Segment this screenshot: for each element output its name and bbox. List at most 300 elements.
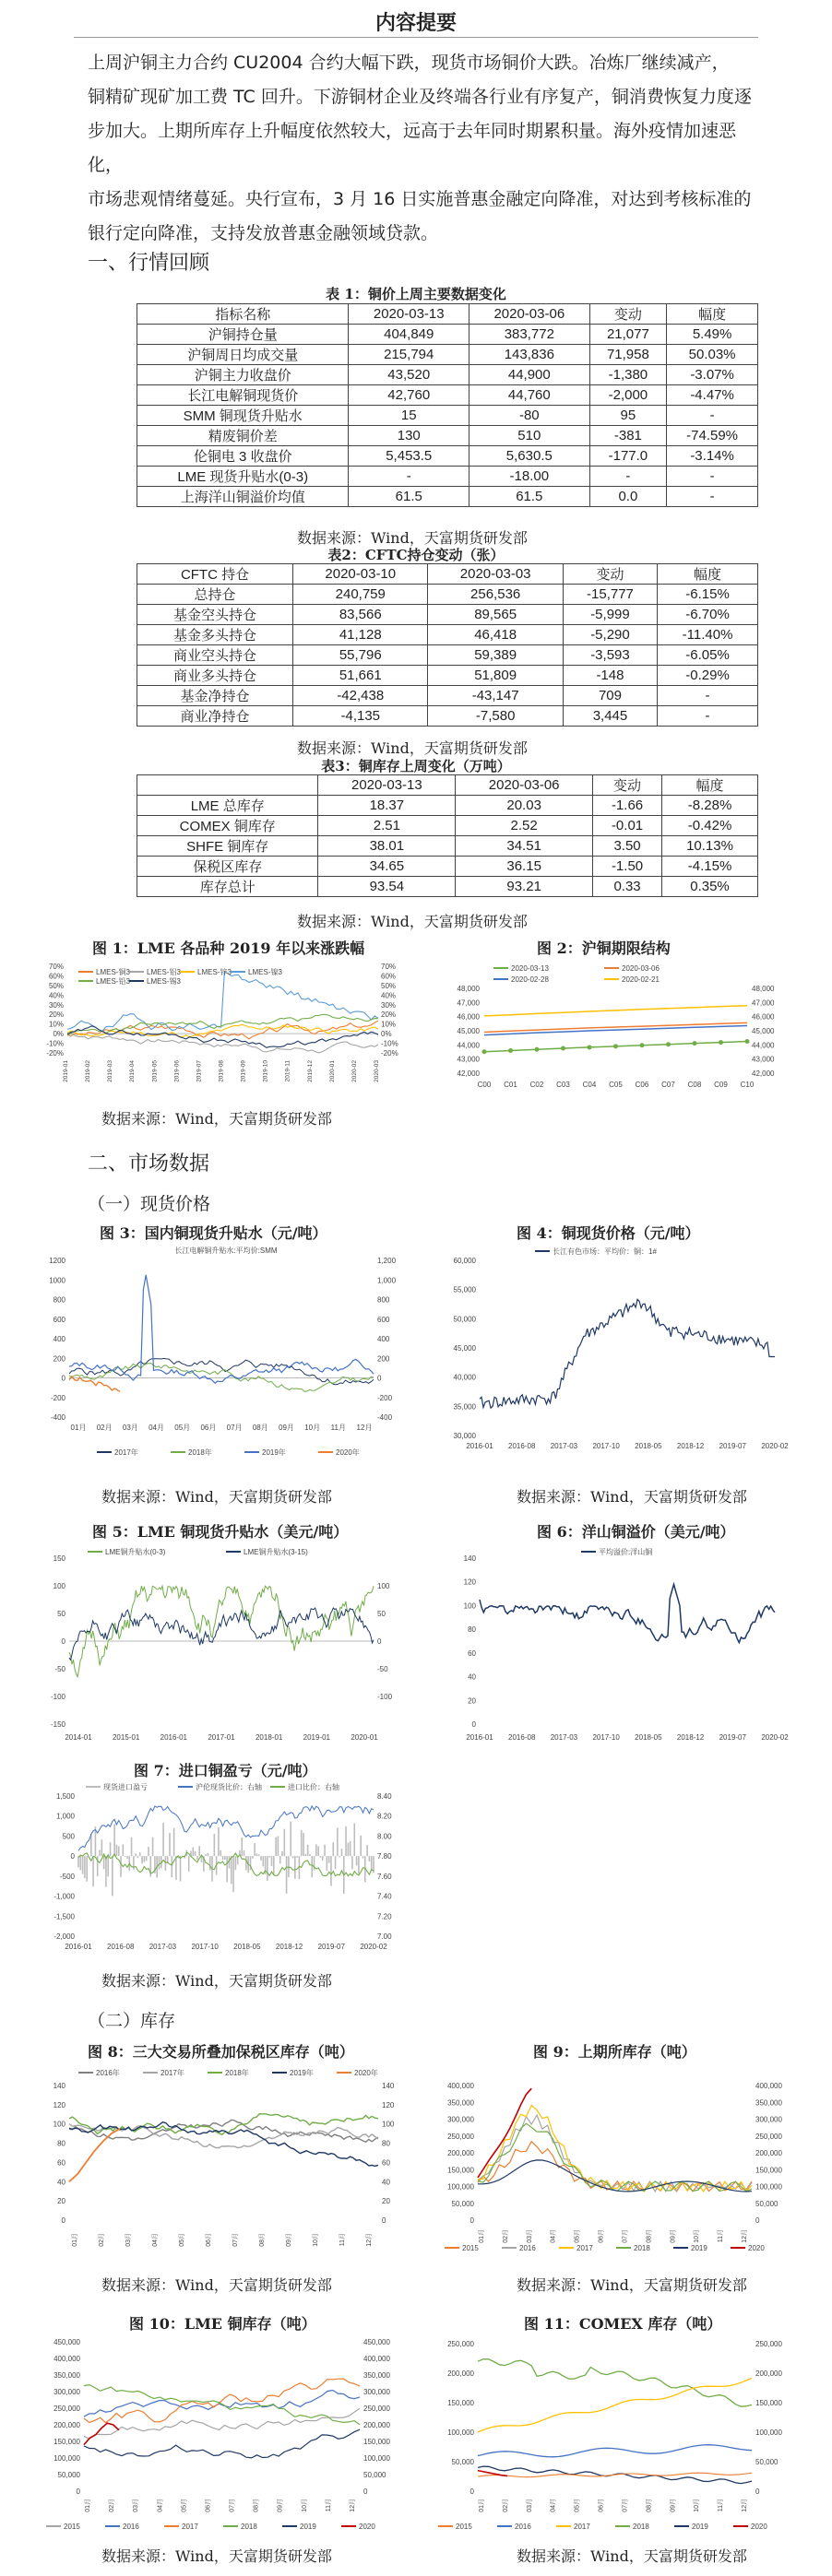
table-row: [137, 686, 758, 706]
legend-label: 2017: [576, 2244, 593, 2252]
summary-paragraph: [88, 46, 761, 251]
legend-label: 2020-02-21: [622, 975, 660, 984]
data-point: [613, 1044, 618, 1048]
y-tick-label: -1,500: [53, 1912, 75, 1921]
x-tick-label: 2016-08: [508, 1442, 536, 1450]
y-tick-label: 50: [57, 1610, 65, 1618]
chart-subtitle: 长江电解铜升贴水:平均价:SMM: [174, 1247, 278, 1255]
x-tick-label: 2019-09: [240, 1060, 247, 1082]
y-tick-label: 400,000: [53, 2355, 80, 2363]
summary-line: 铜精矿现矿加工费 TC 回升。下游铜材企业及终端各行业有序复产，铜消费恢复力度逐: [88, 87, 752, 107]
legend-label: 2019: [692, 2523, 708, 2531]
table-cell: -: [658, 686, 758, 706]
table-cell: -6.15%: [658, 585, 758, 605]
table-cell: 50.03%: [667, 345, 758, 365]
x-tick-label: 06月: [205, 2499, 212, 2512]
cftc-table: [137, 563, 758, 727]
x-tick-label: 2017-01: [208, 1733, 235, 1742]
y-tick-label: 42,000: [457, 1069, 480, 1078]
table-header-cell: 2020-03-13: [349, 304, 469, 325]
table-cell: 2.51: [318, 816, 456, 836]
table-cell: -5,290: [563, 625, 657, 645]
y-tick-label: 0: [382, 2216, 386, 2225]
data-point: [561, 1046, 565, 1051]
y-tick-label: 400: [53, 1335, 65, 1343]
series-line: [478, 2115, 752, 2192]
y-tick-label: 1,500: [55, 1792, 75, 1801]
x-tick-label: 2020-03: [374, 1060, 380, 1082]
y-tick-label: 1200: [49, 1257, 65, 1265]
table-row: [137, 706, 758, 727]
yangshan-premium-chart: [434, 1544, 795, 1756]
y-tick-label: 0: [377, 1374, 382, 1383]
table-cell: 沪铜周日均成交量: [137, 345, 349, 365]
x-tick-label: 09月: [279, 1424, 294, 1432]
fig11-source: 数据来源：Wind，天富期货研发部: [517, 2547, 747, 2565]
table-cell: 404,849: [349, 325, 469, 345]
series-line: [478, 2445, 752, 2457]
table-cell: COMEX 铜库存: [137, 816, 318, 836]
y-tick-label: 250,000: [755, 2132, 782, 2141]
table-cell: -: [667, 467, 758, 487]
table-cell: 3,445: [563, 706, 657, 727]
y-tick-label: 10%: [48, 1020, 64, 1029]
y-tick-label: 48,000: [457, 985, 480, 993]
x-tick-label: 10月: [304, 1424, 321, 1432]
data-point: [666, 1042, 671, 1046]
table-cell: 上海洋山铜溢价均值: [137, 487, 349, 507]
table-header-cell: 变动: [593, 775, 662, 796]
data-point: [693, 1041, 697, 1046]
table-cell: 0.33: [593, 877, 662, 897]
table-cell: 93.54: [318, 877, 456, 897]
lme-premium-chart: [42, 1544, 406, 1756]
y-tick-label: 200,000: [363, 2421, 390, 2429]
y-tick-label: 80: [382, 2139, 390, 2148]
y-tick-label: 150,000: [447, 2399, 474, 2407]
x-tick-label: 2019-10: [262, 1060, 269, 1082]
y-tick-label: 50%: [381, 981, 397, 990]
y-tick-label: 50,000: [451, 2199, 474, 2208]
table-cell: 10.13%: [662, 836, 758, 857]
x-tick-label: 05月: [179, 2233, 185, 2247]
fig10-caption: 图 10：LME 铜库存（吨）: [129, 2315, 316, 2333]
legend-label: LME铜升贴水(3-15): [244, 1548, 308, 1556]
x-tick-label: 07月: [232, 2233, 239, 2247]
x-tick-label: 06月: [200, 1424, 217, 1432]
y-tick-label: 140: [53, 2082, 65, 2090]
x-tick-label: 2020-01: [328, 1060, 336, 1082]
x-tick-label: 2019-08: [218, 1060, 225, 1082]
x-tick-label: 10月: [301, 2499, 308, 2512]
y-tick-label: 7.60: [377, 1872, 392, 1881]
title-divider: [74, 37, 758, 38]
table-header-row: [137, 564, 758, 585]
table-cell: -3,593: [563, 645, 657, 666]
x-tick-label: 02月: [502, 2499, 509, 2512]
table-header-cell: 2020-03-03: [428, 564, 563, 585]
y-tick-label: 20: [57, 2197, 65, 2206]
table-cell: -6.70%: [658, 605, 758, 625]
y-tick-label: 50,000: [755, 2199, 779, 2208]
table-cell: -18.00: [469, 467, 590, 487]
legend-label: 2020-02-28: [511, 975, 549, 984]
legend-label: LMES-镍3: [248, 968, 282, 976]
y-tick-label: 48,000: [752, 985, 775, 993]
x-tick-label: 2016-08: [107, 1943, 135, 1951]
y-tick-label: 600: [53, 1315, 65, 1324]
x-tick-label: 11月: [718, 2229, 725, 2243]
x-tick-label: 2019-07: [196, 1060, 203, 1082]
x-tick-label: 2020-02: [761, 1442, 789, 1450]
x-tick-label: 11月: [330, 1424, 346, 1432]
y-tick-label: 150: [53, 1554, 65, 1563]
subsection-inventory: （二）库存: [88, 2011, 176, 2031]
table-cell: -0.42%: [662, 816, 758, 836]
x-tick-label: C10: [740, 1081, 755, 1089]
y-tick-label: 1000: [49, 1276, 65, 1285]
legend-label: LMES-锌3: [197, 968, 232, 976]
fig7-caption: 图 7：进口铜盈亏（元/吨）: [134, 1762, 317, 1779]
legend-label: 长江有色市场：平均价：铜：1#: [553, 1247, 657, 1256]
table-cell: 44,900: [469, 365, 590, 385]
table-header-cell: 变动: [563, 564, 657, 585]
x-tick-label: 2020-01: [351, 1733, 378, 1742]
x-tick-label: 2016-01: [160, 1733, 188, 1742]
table-cell: 伦铜电 3 收盘价: [137, 446, 349, 467]
table-cell: 5,453.5: [349, 446, 469, 467]
table-cell: 383,772: [469, 325, 590, 345]
data-point: [535, 1047, 540, 1052]
y-tick-label: 200,000: [447, 2369, 474, 2378]
table-cell: 44,760: [469, 385, 590, 406]
data-point: [482, 1049, 487, 1054]
x-tick-label: 10月: [694, 2499, 701, 2512]
y-tick-label: 44,000: [457, 1041, 480, 1050]
y-tick-label: 200,000: [447, 2149, 474, 2157]
x-tick-label: 10月: [313, 2233, 319, 2247]
table-cell: 精废铜价差: [137, 426, 349, 446]
table-header-row: [137, 775, 758, 796]
y-tick-label: 45,000: [453, 1344, 476, 1353]
data-point: [508, 1048, 513, 1053]
fig1-caption: 图 1：LME 各品种 2019 年以来涨跌幅: [92, 939, 365, 957]
y-tick-label: 120: [53, 2100, 65, 2109]
y-tick-label: 60: [57, 2158, 65, 2168]
x-tick-label: 2016-01: [65, 1943, 92, 1951]
y-tick-label: -400: [50, 1413, 65, 1422]
table-cell: -43,147: [428, 686, 563, 706]
x-tick-label: 01月: [479, 2499, 485, 2512]
x-tick-label: 03月: [133, 2499, 140, 2512]
table-cell: 商业多头持仓: [137, 666, 293, 686]
y-tick-label: 800: [377, 1295, 390, 1305]
summary-line: 银行定向降准，支持发放普惠金融领域贷款。: [88, 223, 439, 243]
y-tick-label: 40: [468, 1672, 476, 1682]
table-cell: 95: [589, 406, 667, 426]
table-cell: 510: [469, 426, 590, 446]
table-cell: -: [589, 467, 667, 487]
table-cell: 55,796: [293, 645, 428, 666]
data-point: [640, 1043, 645, 1047]
x-tick-label: 05月: [574, 2229, 581, 2243]
summary-line: 步加大。上期所库存上升幅度依然较大，远高于去年同时期累积量。海外疫情加速恶化，: [88, 121, 737, 175]
y-tick-label: 1,000: [55, 1812, 75, 1821]
fig4-source: 数据来源：Wind，天富期货研发部: [517, 1488, 747, 1506]
y-tick-label: 0: [61, 2216, 65, 2225]
y-tick-label: 450,000: [363, 2338, 390, 2346]
y-tick-label: -2,000: [53, 1932, 75, 1941]
x-tick-label: 11月: [325, 2499, 332, 2512]
table-cell: 总持仓: [137, 585, 293, 605]
table-row: [137, 816, 758, 836]
domestic-premium-chart: [42, 1242, 406, 1463]
table-row: [137, 877, 758, 897]
series-line: [69, 2129, 120, 2181]
x-tick-label: 2020-02: [351, 1060, 358, 1082]
table-cell: -11.40%: [658, 625, 758, 645]
x-tick-label: 2016-01: [466, 1442, 493, 1450]
series-line: [84, 2408, 360, 2439]
x-tick-label: 08月: [253, 2499, 260, 2512]
x-tick-label: 07月: [622, 2229, 629, 2243]
y-tick-label: 50: [377, 1610, 386, 1618]
y-tick-label: 0: [363, 2487, 368, 2496]
y-tick-label: 100,000: [447, 2428, 474, 2437]
legend-label: 2017: [182, 2523, 198, 2531]
table-cell: 保税区库存: [137, 857, 318, 877]
x-tick-label: 03月: [526, 2499, 533, 2512]
y-tick-label: 55,000: [453, 1285, 476, 1294]
table-cell: 215,794: [349, 345, 469, 365]
table-cell: 42,760: [349, 385, 469, 406]
legend-label: 2016年: [96, 2069, 120, 2077]
legend-label: 2020: [748, 2244, 765, 2252]
table-cell: 59,389: [428, 645, 563, 666]
legend-label: 2017年: [160, 2069, 184, 2077]
y-tick-label: 300,000: [755, 2115, 782, 2124]
x-tick-label: C04: [582, 1081, 597, 1089]
x-tick-label: C07: [661, 1081, 675, 1089]
y-tick-label: 400,000: [447, 2082, 474, 2090]
y-tick-label: 120: [463, 1578, 476, 1587]
y-tick-label: 35,000: [453, 1402, 476, 1412]
x-tick-label: 01月: [85, 2499, 91, 2512]
x-tick-label: 2019-01: [63, 1060, 69, 1082]
legend-label: 平均溢价:洋山铜: [599, 1548, 653, 1556]
y-tick-label: 40: [382, 2178, 390, 2187]
x-tick-label: 05月: [181, 2499, 188, 2512]
table1-caption: 表 1：铜价上周主要数据变化: [326, 286, 506, 302]
x-tick-label: C03: [556, 1081, 570, 1089]
y-tick-label: 7.00: [377, 1932, 392, 1941]
x-tick-label: 03月: [122, 1424, 138, 1432]
y-tick-label: -1,000: [53, 1892, 75, 1901]
x-tick-label: C01: [504, 1081, 517, 1089]
legend-label: 2016: [123, 2523, 139, 2531]
legend-label: 现货进口盈亏: [103, 1783, 148, 1791]
x-tick-label: 09月: [670, 2499, 677, 2512]
table-cell: -80: [469, 406, 590, 426]
table-cell: 71,958: [589, 345, 667, 365]
y-tick-label: 43,000: [457, 1055, 480, 1064]
table-cell: -4.15%: [662, 857, 758, 877]
x-tick-label: 2019-01: [303, 1733, 331, 1742]
table-cell: -74.59%: [667, 426, 758, 446]
table-cell: -4,135: [293, 706, 428, 727]
y-tick-label: 47,000: [457, 998, 480, 1008]
table-cell: -177.0: [589, 446, 667, 467]
subsection-spot: （一）现货价格: [88, 1194, 211, 1214]
legend-label: LMES-铅3: [96, 977, 130, 986]
table-cell: -: [667, 406, 758, 426]
fig9-caption: 图 9：上期所库存（吨）: [533, 2043, 696, 2061]
legend-label: 沪伦现货比价：右轴: [196, 1783, 262, 1791]
fig7-source: 数据来源：Wind，天富期货研发部: [101, 1972, 332, 1990]
x-tick-label: 2017-03: [550, 1442, 578, 1450]
y-tick-label: 0: [70, 1852, 75, 1861]
section-heading-market: 二、市场数据: [88, 1152, 210, 1176]
x-tick-label: 2019-07: [317, 1943, 345, 1951]
table-cell: LME 总库存: [137, 796, 318, 816]
y-tick-label: 7.20: [377, 1912, 392, 1921]
x-tick-label: 04月: [550, 2229, 557, 2243]
legend-label: 2020: [359, 2523, 375, 2531]
table-cell: -: [349, 467, 469, 487]
y-tick-label: 60%: [48, 972, 64, 981]
legend-label: 2019: [691, 2244, 707, 2252]
series-line: [69, 1608, 374, 1660]
y-tick-label: 200,000: [755, 2149, 782, 2157]
table1-source: 数据来源：Wind，天富期货研发部: [297, 529, 528, 547]
table-cell: SMM 铜现货升贴水: [137, 406, 349, 426]
table-cell: 商业空头持仓: [137, 645, 293, 666]
table-cell: 沪铜持仓量: [137, 325, 349, 345]
x-tick-label: C05: [609, 1081, 623, 1089]
y-tick-label: 46,000: [457, 1012, 480, 1022]
x-tick-label: 02月: [502, 2229, 509, 2243]
x-tick-label: 04月: [149, 1424, 164, 1432]
table-cell: -3.07%: [667, 365, 758, 385]
table-row: [137, 487, 758, 507]
y-tick-label: -50: [377, 1665, 388, 1673]
y-tick-label: 8.20: [377, 1812, 392, 1821]
fig3-caption: 图 3：国内铜现货升贴水（元/吨）: [100, 1224, 327, 1242]
y-tick-label: 50,000: [453, 1315, 476, 1324]
series-line: [478, 2473, 752, 2477]
y-tick-label: 1,200: [377, 1257, 397, 1265]
y-tick-label: 60,000: [453, 1257, 476, 1265]
x-tick-label: 2019-11: [284, 1060, 291, 1082]
y-tick-label: 0: [61, 1637, 65, 1646]
spot-price-chart: [434, 1242, 795, 1463]
series-line: [69, 1377, 120, 1391]
y-tick-label: 150,000: [755, 2399, 782, 2407]
table-row: [137, 625, 758, 645]
price-data-table: [137, 303, 758, 507]
table-cell: -3.14%: [667, 446, 758, 467]
x-tick-label: 2016-08: [508, 1733, 536, 1742]
table-row: [137, 585, 758, 605]
x-tick-label: 12月: [350, 2499, 356, 2512]
series-line: [69, 1275, 374, 1383]
lme-inventory-chart: [42, 2334, 406, 2533]
table-row: [137, 385, 758, 406]
y-tick-label: 0: [471, 1720, 476, 1729]
fig11-caption: 图 11：COMEX 库存（吨）: [524, 2315, 722, 2333]
y-tick-label: 300,000: [447, 2115, 474, 2124]
x-tick-label: 07月: [622, 2499, 629, 2512]
y-tick-label: 400,000: [755, 2082, 782, 2090]
y-tick-label: 150,000: [53, 2438, 80, 2446]
y-tick-label: -100: [50, 1693, 65, 1701]
three-exchange-inventory-chart: [42, 2063, 406, 2257]
table-row: [137, 796, 758, 816]
legend-label: 2020-03-06: [622, 964, 660, 973]
legend-label: 2017: [574, 2523, 590, 2531]
y-tick-label: 0: [61, 1374, 65, 1383]
table-header-cell: 变动: [589, 304, 667, 325]
table-cell: 43,520: [349, 365, 469, 385]
table-row: [137, 605, 758, 625]
series-line: [480, 1584, 775, 1642]
y-tick-label: -150: [50, 1720, 65, 1729]
x-tick-label: 2017-10: [592, 1442, 620, 1450]
x-tick-label: 2019-07: [719, 1733, 746, 1742]
y-tick-label: 150,000: [755, 2166, 782, 2175]
table-header-cell: 幅度: [667, 304, 758, 325]
table-cell: 21,077: [589, 325, 667, 345]
y-tick-label: 43,000: [752, 1055, 775, 1064]
x-tick-label: 2014-01: [65, 1733, 92, 1742]
legend-label: 2016: [515, 2523, 531, 2531]
legend-label: 2020: [751, 2523, 767, 2531]
y-tick-label: 800: [53, 1295, 65, 1305]
table-cell: -1.50: [593, 857, 662, 877]
y-tick-label: 50,000: [57, 2471, 80, 2479]
lme-change-chart: [42, 961, 406, 1099]
table-cell: 基金空头持仓: [137, 605, 293, 625]
legend-label: 2015: [462, 2244, 479, 2252]
x-tick-label: 03月: [526, 2229, 533, 2243]
legend-label: 2020年: [354, 2069, 378, 2077]
x-tick-label: 2019-12: [306, 1060, 314, 1082]
table-header-cell: 2020-03-13: [318, 775, 456, 796]
table-cell: 2.52: [456, 816, 593, 836]
table-cell: SHFE 铜库存: [137, 836, 318, 857]
x-tick-label: 01月: [72, 2233, 78, 2247]
x-tick-label: 09月: [670, 2229, 677, 2243]
y-tick-label: -200: [377, 1393, 393, 1402]
table-cell: -148: [563, 666, 657, 686]
y-tick-label: 80: [468, 1625, 476, 1635]
table-cell: 130: [349, 426, 469, 446]
fig8-caption: 图 8：三大交易所叠加保税区库存（吨）: [88, 2043, 354, 2061]
y-tick-label: 45,000: [752, 1027, 775, 1035]
x-tick-label: 09月: [277, 2499, 284, 2512]
legend-label: 2015: [64, 2523, 80, 2531]
table-header-cell: 2020-03-10: [293, 564, 428, 585]
legend-label: 2020-03-13: [511, 964, 549, 973]
table-cell: 0.35%: [662, 877, 758, 897]
table-cell: LME 现货升贴水(0-3): [137, 467, 349, 487]
table-cell: 5,630.5: [469, 446, 590, 467]
table-cell: 709: [563, 686, 657, 706]
x-tick-label: C09: [714, 1081, 728, 1089]
y-tick-label: 60: [468, 1648, 476, 1658]
fig8-source: 数据来源：Wind，天富期货研发部: [101, 2276, 332, 2294]
legend-label: 2015: [456, 2523, 472, 2531]
